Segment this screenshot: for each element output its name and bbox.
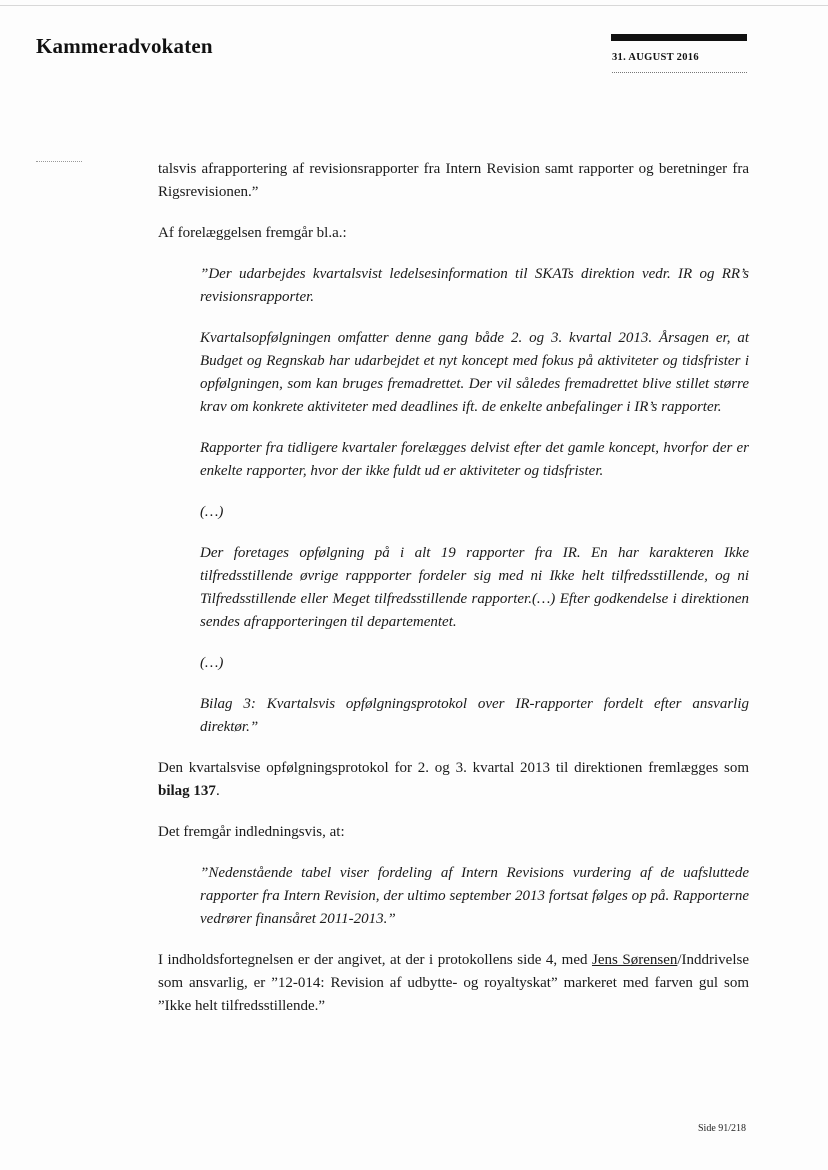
underlined-name: Jens Sørensen: [592, 952, 678, 968]
paragraph-text: Den kvartalsvise opfølgningsprotokol for 2. og 3. kvartal 2013 til direktionen fremlægges som: [158, 760, 749, 776]
paragraph-text: /Inddrivelse som ansvarlig, er ”12-014: Revision af udbytte- og royaltyskat” markeret med farven gul som ”Ikke helt tilfredsstillende.”: [158, 952, 750, 1014]
document-body: [158, 158, 749, 1036]
quote-ellipsis: (…): [200, 655, 224, 671]
paragraph-intro-2: Det fremgår indledningsvis, at:: [158, 824, 345, 840]
quote-paragraph: Kvartalsopfølgningen omfatter denne gang både 2. og 3. kvartal 2013. Årsagen er, at Budget og Regnskab har udarbejdet et nyt koncept med fokus på aktiviteter og tidsfrister i opfølgningen, som kan bruges fremadrettet. Der vil således fremadrettet blive stillet større krav om konkrete aktiviteter med deadlines ift. de enkelte anbefalinger i IR’s rapporter.: [200, 330, 749, 415]
paragraph-text: .: [215, 783, 220, 799]
quote-paragraph: Der foretages opfølgning på i alt 19 rapporter fra IR. En har karakteren Ikke tilfredsstillende øvrige rappporter fordeler sig med ni Ikke helt tilfredsstillende, og ni Tilfredsstillende eller Meget tilfredsstillende rapporter.(…) Efter godkendelse i direktionen sendes afrapporteringen til departementet.: [200, 545, 749, 630]
paragraph-index: [158, 949, 749, 1018]
date-dotted-rule: [612, 72, 747, 73]
paragraph-continuation: talsvis afrapportering af revisionsrapporter fra Intern Revision samt rapporter og beretninger fra Rigsrevisionen.”: [158, 161, 749, 200]
paragraph-intro: Af forelæggelsen fremgår bl.a.:: [158, 225, 347, 241]
quote-paragraph: ”Der udarbejdes kvartalsvist ledelsesinformation til SKATs direktion vedr. IR og RR’s revisionsrapporter.: [200, 266, 749, 305]
paragraph-text: I indholdsfortegnelsen er der angivet, at der i protokollens side 4, med: [158, 952, 593, 968]
quote-block-1: [200, 263, 749, 739]
top-edge-rule: [0, 5, 828, 6]
date-bar: [611, 34, 747, 41]
quote-paragraph: Bilag 3: Kvartalsvis opfølgningsprotokol over IR-rapporter fordelt efter ansvarlig direktør.”: [200, 696, 749, 735]
quote-ellipsis: (…): [200, 504, 224, 520]
quote-paragraph: Rapporter fra tidligere kvartaler forelægges delvist efter det gamle koncept, hvorfor der er enkelte rapporter, hvor der ikke fuldt ud er aktiviteter og tidsfrister.: [200, 440, 749, 479]
quote-block-2: [200, 862, 749, 931]
margin-dotted-mark: [36, 161, 82, 162]
page-number: Side 91/218: [698, 1123, 747, 1134]
brand-title: Kammeradvokaten: [36, 34, 213, 58]
document-date: 31. AUGUST 2016: [612, 52, 699, 63]
quote-paragraph: ”Nedenstående tabel viser fordeling af Intern Revisions vurdering af de uafsluttede rapporter fra Intern Revision, der ultimo september 2013 fortsat følges op på. Rapporterne vedrører finansåret 2011-2013.”: [200, 865, 749, 927]
paragraph-bilag: [158, 757, 749, 803]
bilag-reference: bilag 137: [158, 783, 216, 799]
